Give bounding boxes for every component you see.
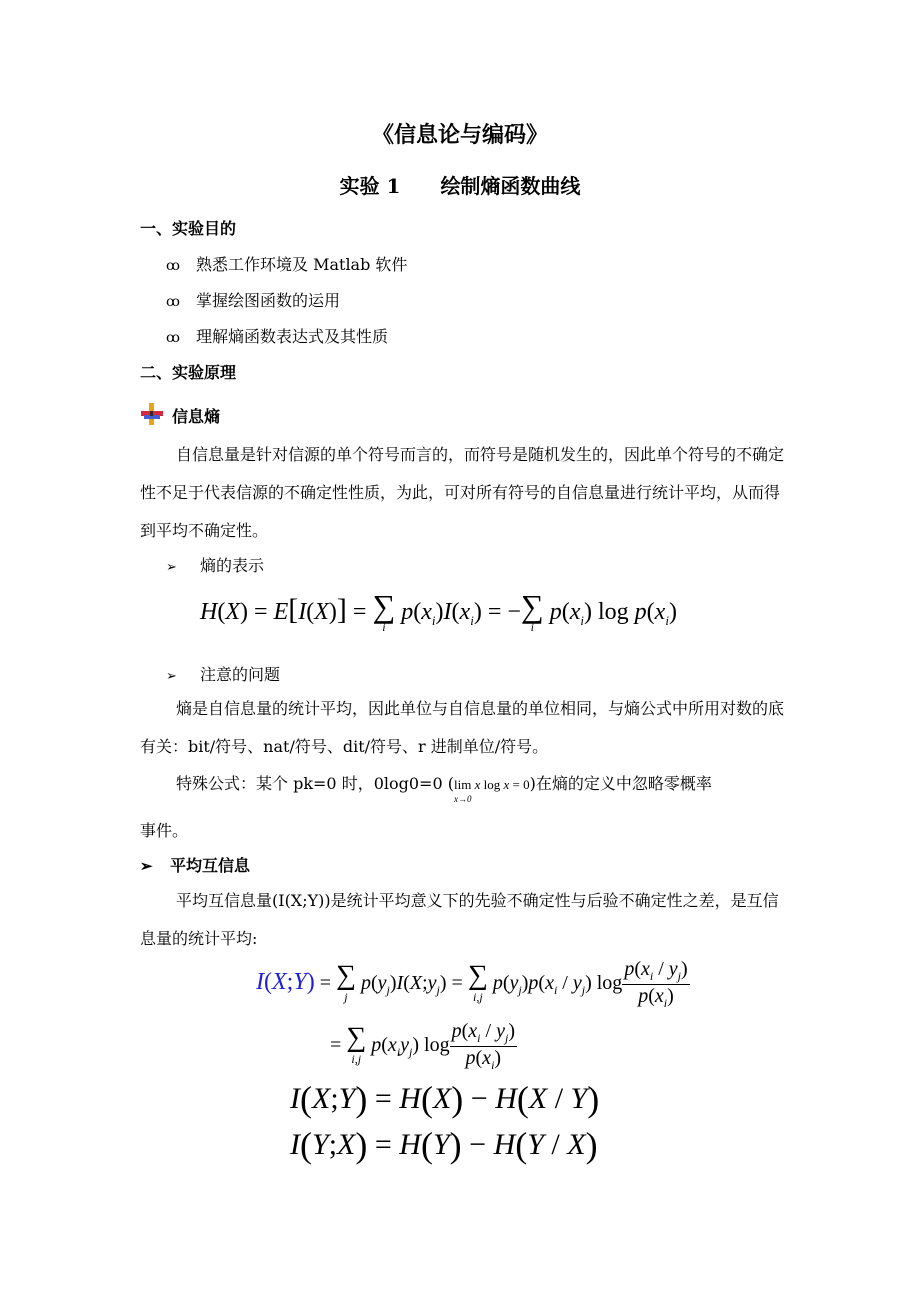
entropy-representation-label: 熵的表示 <box>200 556 265 575</box>
objective-item-text: 掌握绘图函数的运用 <box>196 291 341 310</box>
entropy-notes-paragraph: 熵是自信息量的统计平均，因此单位与自信息量的单位相同，与熵公式中所用对数的底有关：bit/符号、nat/符号、dit/符号、r 进制单位/符号。 <box>140 699 785 756</box>
mutual-formula-line1: I(X;Y) = ∑ j $p(y_j)I(X;y_j)$ = ∑ i,j $p(y_j)p(x_i / y_j)$ log $\frac{p(x_i / y_j)}{p(x_i)}$ <box>256 958 688 1010</box>
objective-item-text: 熟悉工作环境及 Matlab 软件 <box>196 255 408 274</box>
document-title: 《信息论与编码》 <box>371 122 548 148</box>
arrow-icon: ➢ <box>166 560 177 575</box>
experiment-name: 绘制熵函数曲线 <box>440 174 581 198</box>
cross-marker-icon <box>140 402 164 426</box>
objective-item <box>166 288 340 311</box>
mutual-identity-xy: I(X;Y) = H(X) − H(X / Y) <box>290 1079 600 1119</box>
entropy-paragraph: 自信息量是针对信源的单个符号而言的，而符号是随机发生的，因此单个符号的不确定性不足于代表信源的不确定性性质，为此，可对所有符号的自信息量进行统计平均，从而得到平均不确定性。 <box>140 445 785 540</box>
entropy-formula: H(X) = E[I(X)] = ∑ i $p(x_i)I(x_i)$ = − ∑ i $p(x_i)$ $\log p(x_i)$ <box>200 588 677 634</box>
entropy-heading-row <box>140 402 220 427</box>
objective-item <box>166 252 407 275</box>
objective-item <box>166 324 388 347</box>
entropy-representation <box>166 553 264 576</box>
mutual-formula-line2: = ∑ i,j $p(x_iy_j)$ log $\frac{p(x_i / y_j)}{p(x_i)}$ <box>330 1020 515 1072</box>
special-formula-prefix: 特殊公式：某个 pk=0 时，0log0=0 ( <box>176 774 454 793</box>
arrow-icon: ➢ <box>140 857 153 875</box>
bullet-icon: ꝏ <box>166 294 180 310</box>
mutual-identity-yx: I(Y;X) = H(Y) − H(Y / X) <box>290 1125 598 1165</box>
entropy-notes-label: 注意的问题 <box>200 665 281 684</box>
mutual-heading-row <box>140 853 250 876</box>
experiment-title <box>0 170 920 199</box>
special-formula-suffix: )在熵的定义中忽略零概率 <box>529 774 712 793</box>
experiment-label: 实验 1 <box>339 174 401 198</box>
entropy-heading: 信息熵 <box>172 407 221 426</box>
mutual-heading: 平均互信息 <box>170 856 251 875</box>
special-formula-line <box>176 771 712 804</box>
mutual-paragraph: 平均互信息量(I(X;Y))是统计平均意义下的先验不确定性与后验不确定性之差，是互信息量的统计平均: <box>140 891 779 948</box>
section2-heading: 二、实验原理 <box>140 363 237 382</box>
bullet-icon: ꝏ <box>166 330 180 346</box>
objective-item-text: 理解熵函数表达式及其性质 <box>196 327 389 346</box>
special-formula: lim x log x = 0 x→0 <box>453 777 530 804</box>
arrow-icon: ➢ <box>166 669 177 684</box>
special-formula-tail: 事件。 <box>140 821 189 840</box>
entropy-notes <box>166 662 280 685</box>
section1-heading: 一、实验目的 <box>140 219 237 238</box>
bullet-icon: ꝏ <box>166 258 180 274</box>
